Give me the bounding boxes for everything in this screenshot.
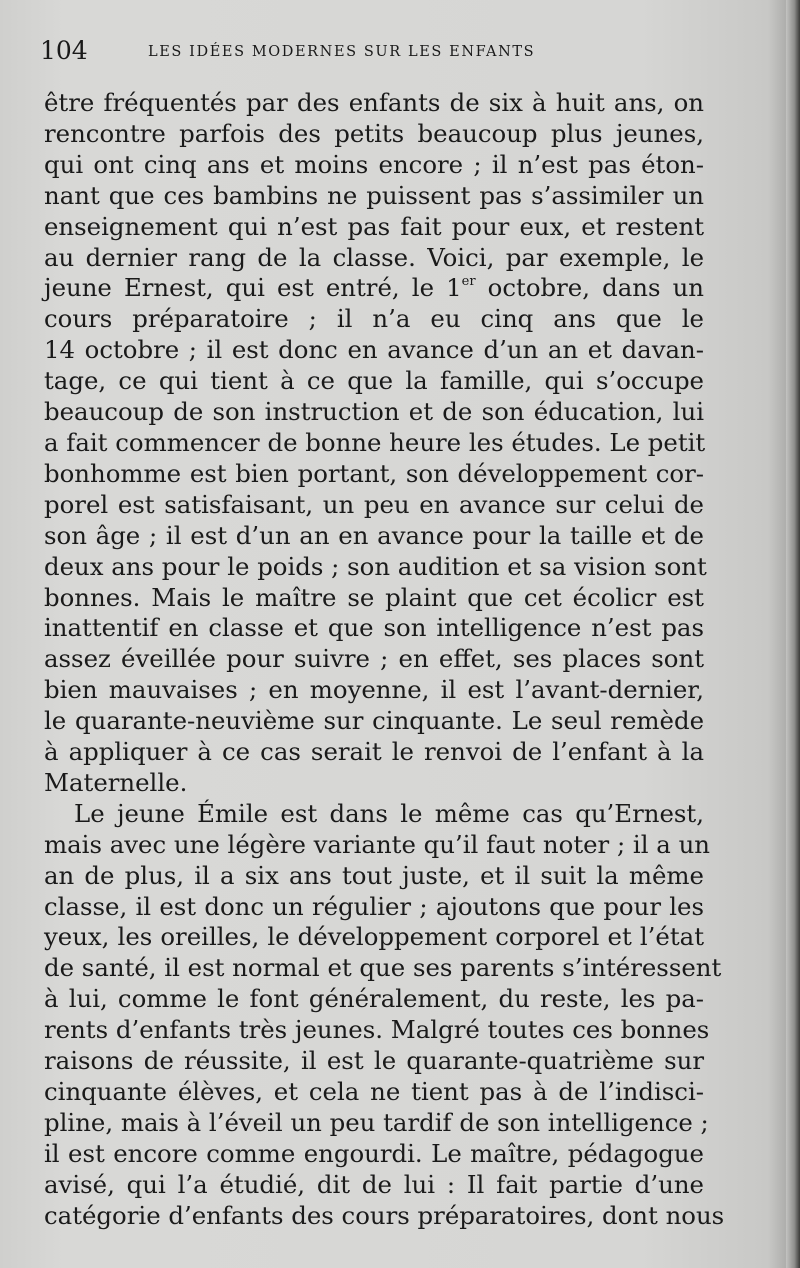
text-line: le quarante-neuvième sur cinquante. Le seul remède	[44, 706, 704, 736]
text-line: pline, mais à l’éveil un peu tardif de son intelligence ;	[44, 1107, 709, 1137]
text-line: an de plus, il a six ans tout juste, et il suit la même	[44, 860, 704, 890]
text-line: Le jeune Émile est dans le même cas qu’Ernest,	[74, 798, 704, 828]
text-line: bonhomme est bien portant, son développement cor-	[44, 458, 704, 488]
text-line: enseignement qui n’est pas fait pour eux, et restent	[44, 211, 704, 241]
text-line: qui ont cinq ans et moins encore ; il n’est pas éton-	[44, 149, 704, 179]
text-line: mais avec une légère variante qu’il faut noter ; il a un	[44, 829, 711, 859]
text-line: raisons de réussite, il est le quarante-quatrième sur	[44, 1046, 704, 1076]
text-line: catégorie d’enfants des cours préparatoires, dont nous	[44, 1200, 725, 1230]
text-line: il est encore comme engourdi. Le maître, pédagogue	[44, 1138, 704, 1168]
text-line: rencontre parfois des petits beaucoup plus jeunes,	[44, 118, 704, 148]
text-line: Maternelle.	[44, 767, 188, 797]
text-line: de santé, il est normal et que ses parents s’intéressent	[44, 953, 722, 983]
superscript: er	[461, 274, 476, 290]
text-line: au dernier rang de la classe. Voici, par exemple, le	[44, 242, 704, 272]
text-line: nant que ces bambins ne puissent pas s’assimiler un	[44, 180, 704, 210]
text-line: tage, ce qui tient à ce que la famille, qui s’occupe	[44, 366, 704, 396]
text-line: classe, il est donc un régulier ; ajoutons que pour les	[44, 891, 704, 921]
paragraph	[44, 88, 707, 799]
text-line: cinquante élèves, et cela ne tient pas à de l’indisci-	[44, 1077, 704, 1106]
text-line: à lui, comme le font généralement, du reste, les pa-	[44, 984, 704, 1014]
text-line: à appliquer à ce cas serait le renvoi de l’enfant à la	[44, 737, 704, 767]
text-line: avisé, qui l’a étudié, dit de lui : Il fait partie d’une	[44, 1169, 704, 1199]
text-line: yeux, les oreilles, le développement corporel et l’état	[44, 922, 704, 952]
text-line: cours préparatoire ; il n’a eu cinq ans que le	[44, 304, 704, 334]
text-line: porel est satisfaisant, un peu en avance sur celui de	[44, 489, 704, 519]
page-number: 104	[40, 36, 88, 65]
text-line: deux ans pour le poids ; son audition et sa vision sont	[44, 551, 707, 581]
text-line: jeune Ernest, qui est entré, le 1er octobre, dans un	[44, 273, 704, 303]
text-line: bien mauvaises ; en moyenne, il est l’avant-dernier,	[44, 675, 704, 705]
text-line: rents d’enfants très jeunes. Malgré toutes ces bonnes	[44, 1015, 710, 1045]
text-line: a fait commencer de bonne heure les études. Le petit	[44, 427, 706, 457]
text-line: son âge ; il est d’un an en avance pour la taille et de	[44, 520, 704, 550]
text-line: beaucoup de son instruction et de son éducation, lui	[44, 397, 704, 427]
text-line: bonnes. Mais le maître se plaint que cet écolicr est	[44, 582, 704, 612]
text-line: inattentif en classe et que son intelligence n’est pas	[44, 613, 704, 643]
paragraph	[44, 798, 725, 1232]
page-edge-shadow	[786, 0, 800, 1268]
running-head	[40, 36, 720, 72]
text-line: être fréquentés par des enfants de six à huit ans, on	[44, 88, 704, 117]
text-line: 14 octobre ; il est donc en avance d’un an et davan-	[44, 335, 704, 365]
body-text	[44, 88, 725, 1232]
text-line: assez éveillée pour suivre ; en effet, ses places sont	[44, 644, 704, 674]
running-title: LES IDÉES MODERNES SUR LES ENFANTS	[148, 44, 536, 60]
